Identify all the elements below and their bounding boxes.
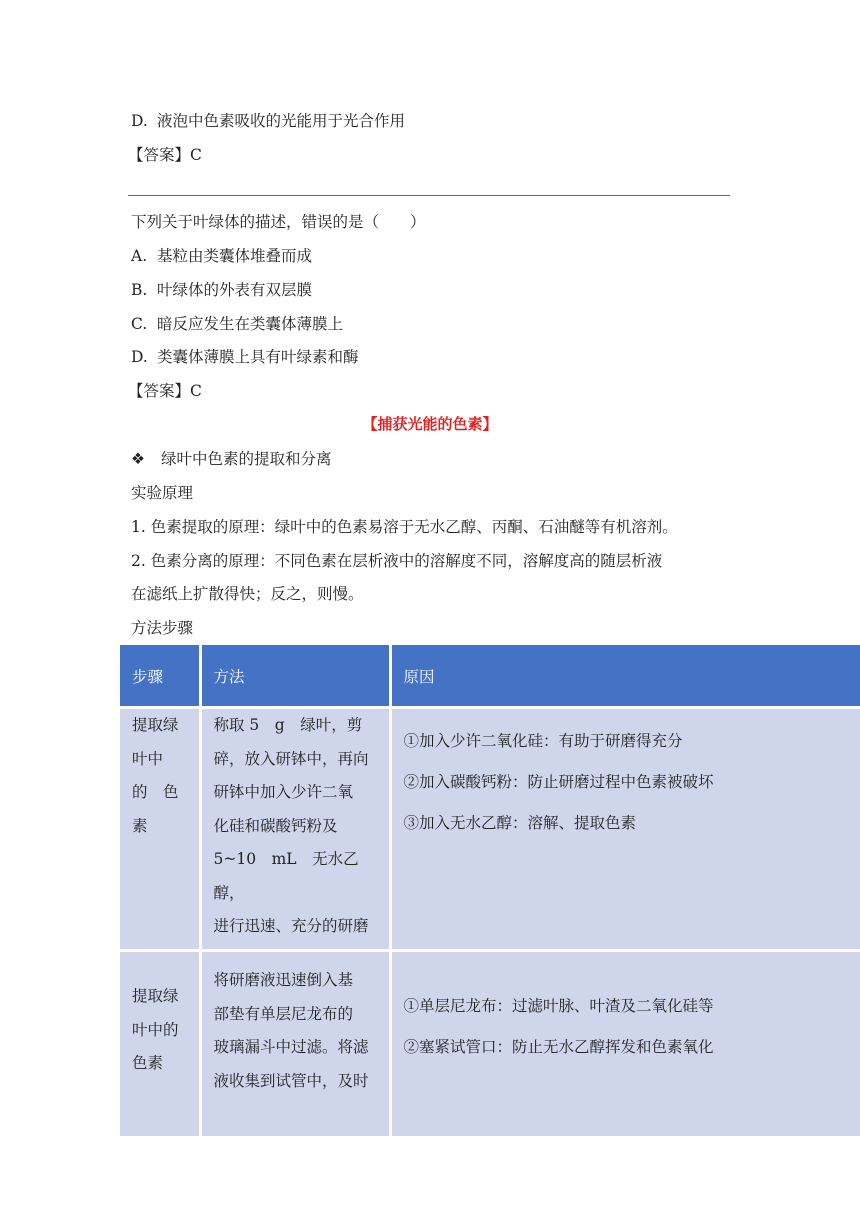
option-d [131, 346, 359, 368]
steps-heading: 方法步骤 [131, 619, 194, 637]
option-text: 叶绿体的外表有双层膜 [157, 281, 313, 299]
option-text: 暗反应发生在类囊体薄膜上 [157, 315, 344, 333]
question-stem: 下列关于叶绿体的描述，错误的是（ ） [131, 213, 426, 231]
bullet-text: 绿叶中色素的提取和分离 [161, 450, 332, 468]
prev-option-d [131, 110, 405, 132]
principle-2-line-1: 2. 色素分离的原理：不同色素在层析液中的溶解度不同，溶解度高的随层析液 [131, 552, 663, 570]
option-label: D. [131, 348, 148, 366]
step-line: 的 色 [132, 783, 179, 801]
section-title: 【捕获光能的色素】 [362, 415, 498, 433]
step-line: 色素 [132, 1054, 164, 1072]
method-cell [200, 951, 390, 1138]
option-text: 类囊体薄膜上具有叶绿素和酶 [157, 348, 359, 366]
option-label: C. [131, 315, 148, 333]
table-row [120, 708, 860, 951]
method-line: 玻璃漏斗中过滤。将滤 [213, 1038, 369, 1056]
method-line: 研钵中加入少许二氧 [213, 783, 354, 801]
steps-table [120, 645, 860, 1139]
step-line: 素 [132, 816, 148, 835]
diamond-bullet-icon: ❖ [131, 450, 145, 468]
step-line: 提取绿 [132, 716, 179, 734]
header-step: 步骤 [120, 645, 200, 708]
option-a [131, 245, 312, 267]
table-row [120, 951, 860, 1138]
reason-line: ③加入无水乙醇：溶解、提取色素 [403, 814, 637, 832]
step-line: 叶中 [132, 749, 164, 768]
bullet-heading [131, 448, 332, 470]
reason-line: ②塞紧试管口：防止无水乙醇挥发和色素氧化 [403, 1038, 714, 1056]
step-cell [120, 951, 200, 1138]
method-line: 进行迅速、充分的研磨 [213, 917, 369, 935]
option-c [131, 313, 343, 335]
reason-line: ②加入碳酸钙粉：防止研磨过程中色素被破坏 [403, 773, 714, 791]
method-cell [200, 708, 390, 951]
option-text: 基粒由类囊体堆叠而成 [157, 247, 313, 265]
step-cell [120, 708, 200, 951]
method-line: 碎，放入研钵中，再向 [213, 749, 369, 768]
step-line: 提取绿 [132, 987, 179, 1005]
method-line: 部垫有单层尼龙布的 [213, 1004, 354, 1023]
question-answer: 【答案】C [128, 382, 202, 400]
method-line: 称取 5 g 绿叶，剪 [213, 716, 363, 734]
option-label: B. [131, 281, 148, 299]
option-label: D. [131, 112, 148, 130]
method-line: 将研磨液迅速倒入基 [213, 971, 354, 989]
reason-cell [390, 708, 860, 951]
table-header-row [120, 645, 860, 708]
method-line: 液收集到试管中，及时 [213, 1071, 369, 1090]
header-method: 方法 [200, 645, 390, 708]
principle-heading: 实验原理 [131, 484, 194, 502]
option-text: 液泡中色素吸收的光能用于光合作用 [157, 112, 406, 130]
reason-line: ①加入少许二氧化硅：有助于研磨得充分 [403, 732, 683, 750]
option-b [131, 279, 312, 301]
reason-cell [390, 951, 860, 1138]
reason-line: ①单层尼龙布：过滤叶脉、叶渣及二氧化硅等 [403, 997, 714, 1015]
header-reason: 原因 [390, 645, 860, 708]
principle-2-line-2: 在滤纸上扩散得快；反之，则慢。 [131, 585, 364, 603]
option-label: A. [131, 247, 148, 265]
step-line: 叶中的 [132, 1020, 179, 1039]
prev-answer: 【答案】C [128, 146, 202, 164]
method-line: 化硅和碳酸钙粉及 [213, 816, 338, 835]
principle-1: 1. 色素提取的原理：绿叶中的色素易溶于无水乙醇、丙酮、石油醚等有机溶剂。 [131, 518, 678, 536]
red-divider [128, 195, 730, 196]
method-line: 5~10 mL 无水乙醇， [213, 850, 359, 902]
